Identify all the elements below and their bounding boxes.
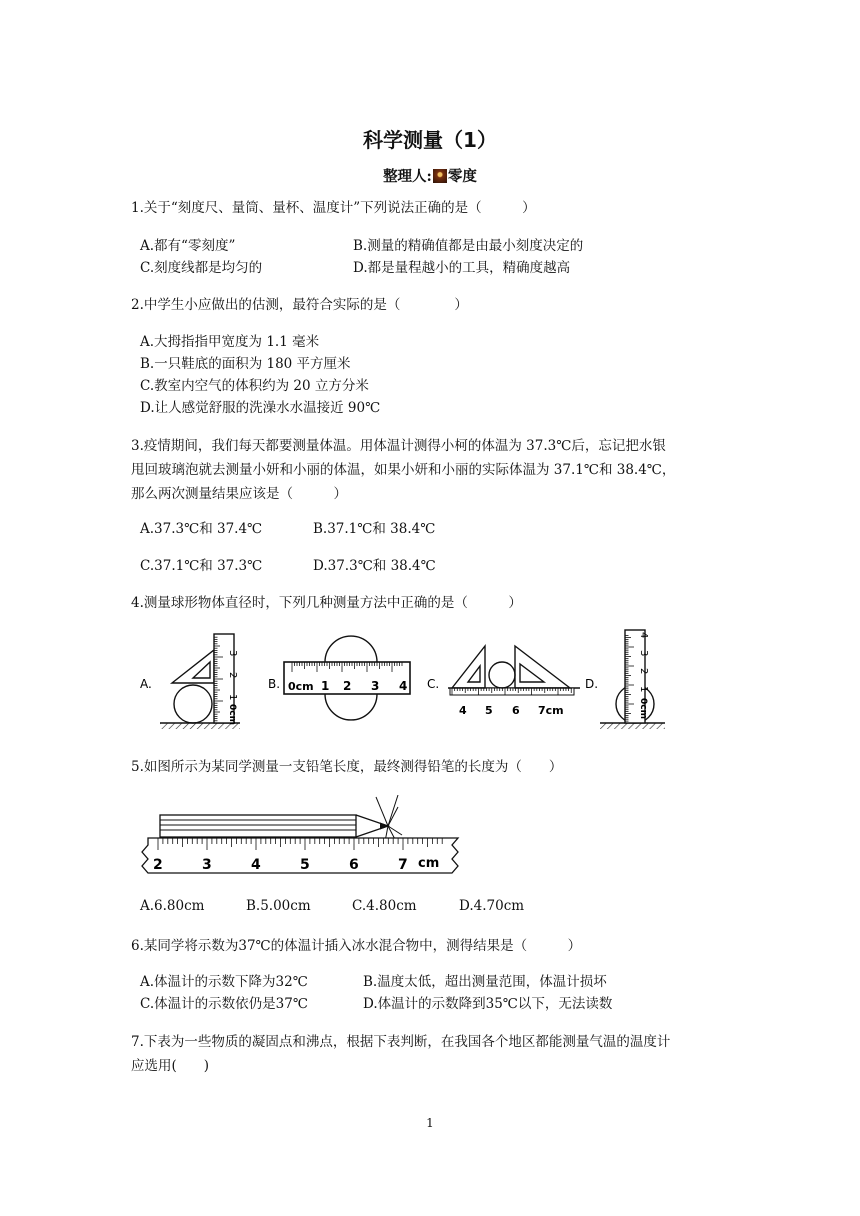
q2-option-a: A.大拇指指甲宽度为 1.1 毫米 <box>140 334 320 350</box>
ruler-tick-2: 2 <box>153 857 163 873</box>
author-line <box>0 165 860 186</box>
page-number: 1 <box>426 1116 434 1130</box>
q4-figure-b <box>268 636 410 720</box>
q2-option-d: D.让人感觉舒服的洗澡水水温接近 90℃ <box>140 400 381 416</box>
q5-option-b: B.5.00cm <box>246 898 311 914</box>
q3-line-2: 甩回玻璃泡就去测量小妍和小丽的体温，如果小妍和小丽的实际体温为 37.1℃和 38.4℃， <box>131 462 676 478</box>
q7-line-1: 7.下表为一些物质的凝固点和沸点，根据下表判断，在我国各个地区都能测量气温的温度计 <box>131 1034 671 1050</box>
q2-option-b: B.一只鞋底的面积为 180 平方厘米 <box>140 356 351 372</box>
q3-line-1: 3.疫情期间，我们每天都要测量体温。用体温计测得小柯的体温为 37.3℃后，忘记把水银 <box>131 438 666 454</box>
figure-d-tick-4: 4 <box>638 632 649 639</box>
q4-figure-a <box>140 634 240 729</box>
figure-a-label: A. <box>140 677 152 691</box>
q4-stem: 4.测量球形物体直径时，下列几种测量方法中正确的是（ ） <box>131 595 522 611</box>
ruler-tick-7: 7 <box>398 857 408 873</box>
ruler-tick-4: 4 <box>251 857 261 873</box>
figure-a-ball <box>174 685 212 723</box>
figure-b-tick-4: 4 <box>399 679 408 693</box>
figure-c-tick-7cm: 7cm <box>538 704 564 717</box>
q6-option-b: B.温度太低，超出测量范围，体温计损坏 <box>363 974 607 990</box>
q2-option-c: C.教室内空气的体积约为 20 立方分米 <box>140 378 369 394</box>
q1-option-a: A.都有“零刻度” <box>140 238 236 254</box>
figure-a-tick-0: 0cm <box>227 704 237 725</box>
author-name: 零度 <box>447 168 477 185</box>
q3-option-d: D.37.3℃和 38.4℃ <box>313 558 436 574</box>
q5-option-c: C.4.80cm <box>352 898 417 914</box>
figure-a-tick-2: 2 <box>227 672 238 679</box>
q3-option-a: A.37.3℃和 37.4℃ <box>140 521 263 537</box>
q5-option-a: A.6.80cm <box>140 898 205 914</box>
figure-b-tick-3: 3 <box>371 679 380 693</box>
figure-d-tick-2: 2 <box>638 668 649 675</box>
figure-d-tick-0: 0cm <box>638 698 648 719</box>
figure-b-label: B. <box>268 677 281 691</box>
q6-option-a: A.体温计的示数下降为32℃ <box>140 974 308 990</box>
q1-option-c: C.刻度线都是均匀的 <box>140 260 263 276</box>
ruler-tick-6: 6 <box>349 857 359 873</box>
q1-stem: 1.关于“刻度尺、量筒、量杯、温度计”下列说法正确的是（ ） <box>131 200 536 216</box>
q6-option-d: D.体温计的示数降到35℃以下，无法读数 <box>363 996 613 1012</box>
figure-d-ground <box>600 723 665 729</box>
figure-a-triangle <box>172 650 214 683</box>
figure-c-tick-6: 6 <box>512 704 520 717</box>
q5-pencil-figure <box>136 795 466 877</box>
q6-option-c: C.体温计的示数依仍是37℃ <box>140 996 308 1012</box>
q7-line-2: 应选用( ) <box>131 1058 210 1074</box>
figure-d-tick-3: 3 <box>638 650 649 657</box>
author-label: 整理人: <box>383 168 432 185</box>
q1-option-d: D.都是量程越小的工具，精确度越高 <box>353 260 571 276</box>
q2-stem: 2.中学生小应做出的估测，最符合实际的是（ ） <box>131 297 468 313</box>
q5-stem: 5.如图所示为某同学测量一支铅笔长度，最终测得铅笔的长度为（ ） <box>131 759 563 775</box>
author-avatar-icon <box>433 169 447 183</box>
q3-line-3: 那么两次测量结果应该是（ ） <box>131 486 347 502</box>
q6-stem: 6.某同学将示数为37℃的体温计插入冰水混合物中，测得结果是（ ） <box>131 938 582 954</box>
figure-a-tick-3: 3 <box>227 650 238 657</box>
q3-option-c: C.37.1℃和 37.3℃ <box>140 558 263 574</box>
q4-figure-d <box>585 630 665 729</box>
figure-d-label: D. <box>585 677 599 691</box>
pencil-body <box>160 815 356 837</box>
figure-c-tick-4: 4 <box>459 704 467 717</box>
figure-a-tick-1: 1 <box>227 694 238 701</box>
figure-c-label: C. <box>427 677 440 691</box>
figure-b-tick-2: 2 <box>343 679 352 693</box>
figure-c-ball <box>489 662 515 688</box>
figure-b-tick-1: 1 <box>321 679 330 693</box>
q4-figures <box>130 626 670 736</box>
ruler-unit-cm: cm <box>418 856 440 871</box>
q5-option-d: D.4.70cm <box>459 898 525 914</box>
page-title: 科学测量（1） <box>363 128 497 152</box>
ruler-tick-5: 5 <box>300 857 310 873</box>
figure-d-tick-1: 1 <box>638 686 649 693</box>
q3-option-b: B.37.1℃和 38.4℃ <box>313 521 436 537</box>
q1-option-b: B.测量的精确值都是由最小刻度决定的 <box>353 238 584 254</box>
figure-b-tick-0: 0cm <box>288 680 314 693</box>
q4-figure-c <box>427 646 580 717</box>
figure-c-tick-5: 5 <box>485 704 493 717</box>
ruler-tick-3: 3 <box>202 857 212 873</box>
